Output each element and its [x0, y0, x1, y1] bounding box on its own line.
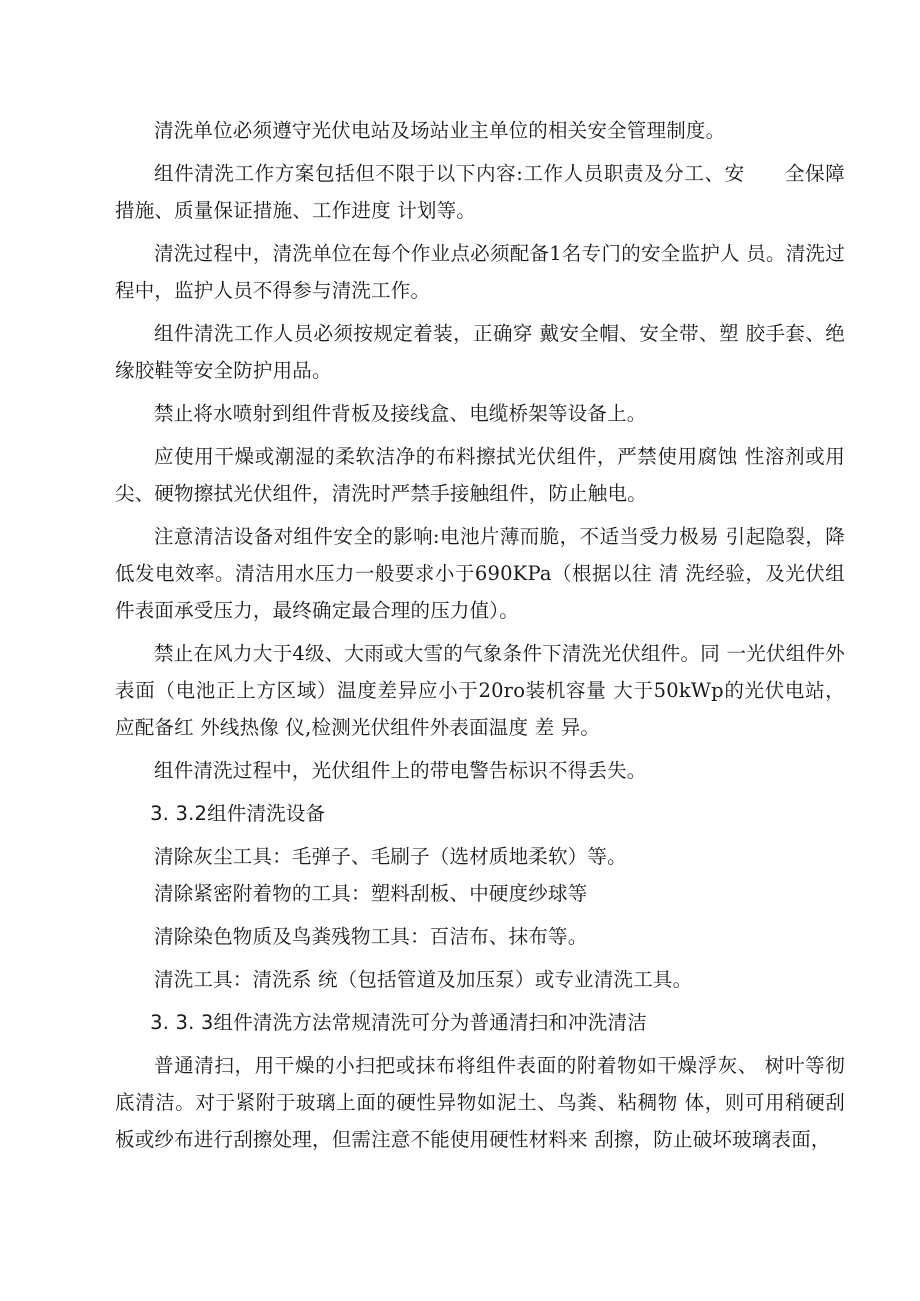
list-item-adhesion-tools: 清除紧密附着物的工具：塑料刮板、中硬度纱球等 [154, 882, 588, 905]
paragraph-no-water-spray: 禁止将水喷射到组件背板及接线盒、电缆桥架等设备上。 [154, 402, 647, 425]
paragraph-regular-sweeping: 普通清扫，用干燥的小扫把或抹布将组件表面的附着物如干燥浮灰、 树叶等彻底清洁。对于紧附于玻璃上面的硬性异物如泥土、鸟粪、粘稠物 体，则可用稍硬刮板或纱布进行刮擦处理，但需注意不能使用硬性材料来 刮擦，防止破坏玻璃表面， [115, 1054, 845, 1151]
paragraph-equipment-impact: 注意清洁设备对组件安全的影响:电池片薄而脆，不适当受力极易 引起隐裂，降低发电效率。清洁用水压力一般要求小于690KPa（根据以往 清 洗经验，及光伏组件表面承受压力，最终确定最合理的压力值）。 [115, 525, 845, 622]
paragraph-safety-rules: 清洗单位必须遵守光伏电站及场站业主单位的相关安全管理制度。 [154, 119, 726, 142]
list-item-dust-tools: 清除灰尘工具：毛弹子、毛刷子（选材质地柔软）等。 [154, 845, 627, 868]
list-item-washing-tools: 清洗工具：清洗系 统（包括管道及加压泵）或专业清洗工具。 [154, 968, 693, 991]
paragraph-safety-supervisor: 清洗过程中，清洗单位在每个作业点必须配备1名专门的安全监护人 员。清洗过程中，监护人员不得参与清洗工作。 [115, 242, 845, 302]
paragraph-cleaning-plan: 组件清洗工作方案包括但不限于以下内容:工作人员职责及分工、安 全保障措施、质量保证措施、工作进度 计划等。 [115, 162, 845, 222]
paragraph-protective-gear: 组件清洗工作人员必须按规定着装，正确穿 戴安全帽、安全带、塑 胶手套、绝缘胶鞋等安全防护用品。 [115, 322, 845, 382]
list-item-stain-tools: 清除染色物质及鸟粪残物工具：百洁布、抹布等。 [154, 925, 588, 948]
document-body [115, 112, 845, 1164]
paragraph-weather-conditions: 禁止在风力大于4级、大雨或大雪的气象条件下清洗光伏组件。同 一光伏组件外表面（电池正上方区域）温度差异应小于20ro装机容量 大于50kWp的光伏电站，应配备红 外线热像 仪,检测光伏组件外表面温度 差 异。 [115, 642, 845, 739]
paragraph-wiping-method: 应使用干燥或潮湿的柔软洁净的布料擦拭光伏组件，严禁使用腐蚀 性溶剂或用尖、硬物擦拭光伏组件，清洗时严禁手接触组件，防止触电。 [115, 445, 845, 505]
section-heading-cleaning-equipment: 3. 3.2组件清洗设备 [150, 802, 326, 825]
paragraph-warning-labels: 组件清洗过程中，光伏组件上的带电警告标识不得丢失。 [154, 759, 647, 782]
section-heading-cleaning-methods: 3. 3. 3组件清洗方法常规清洗可分为普通清扫和冲洗清洁 [150, 1011, 647, 1034]
